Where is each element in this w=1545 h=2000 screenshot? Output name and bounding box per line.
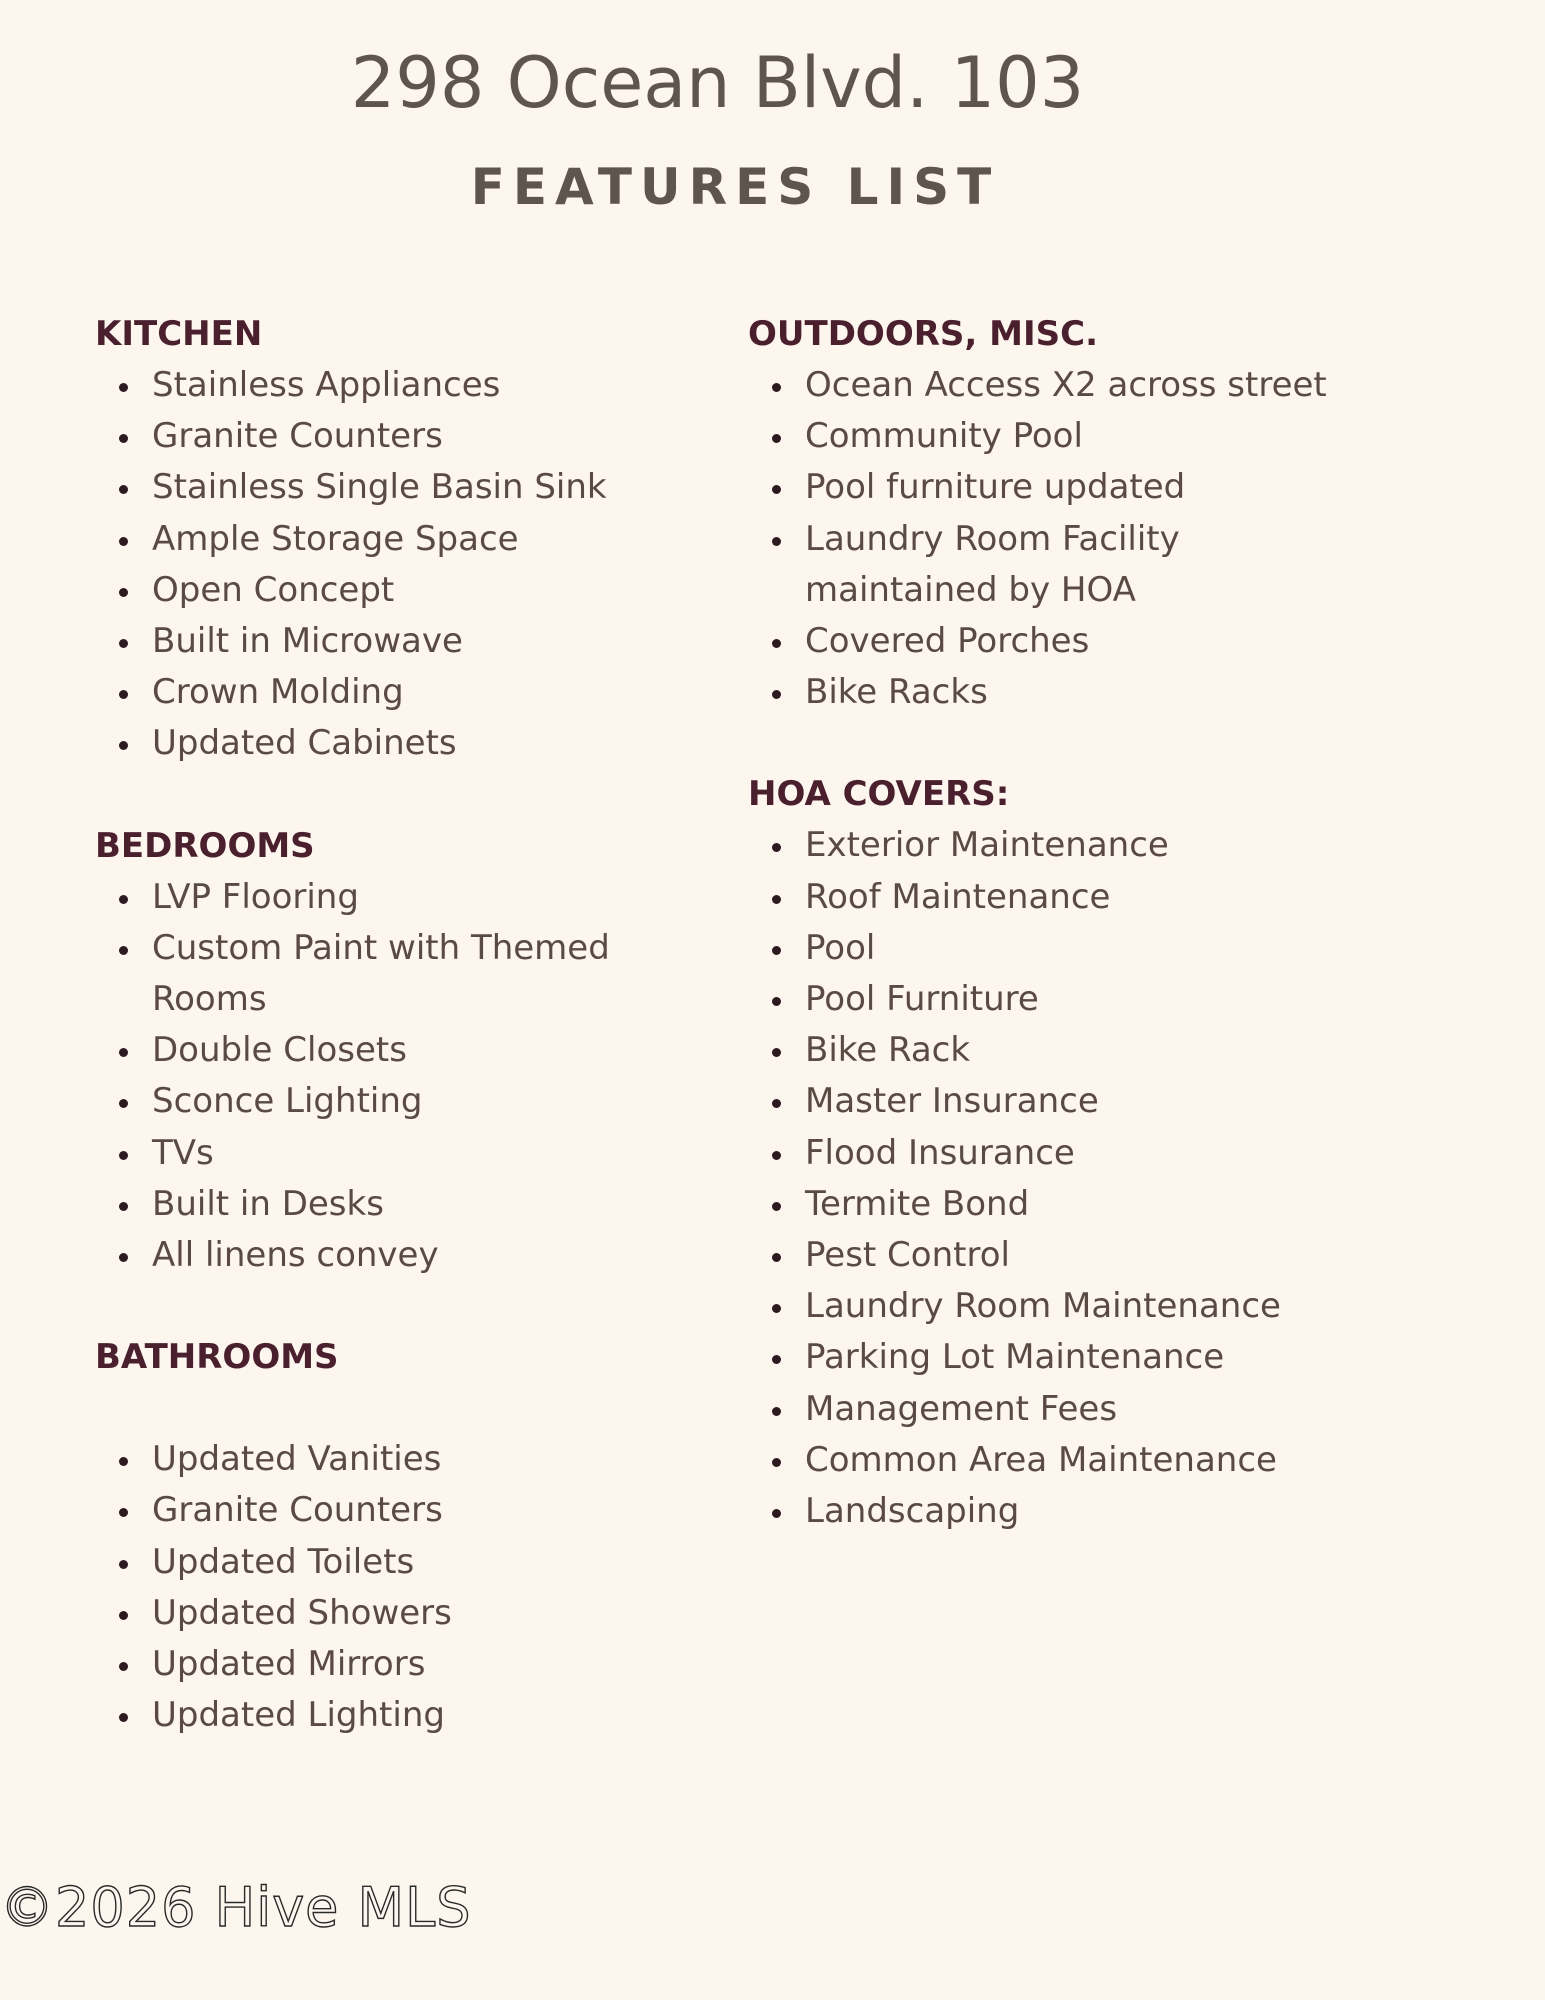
bullet-icon xyxy=(119,690,128,699)
list-item xyxy=(95,667,712,718)
list-item-text: Updated Vanities xyxy=(152,1439,442,1480)
list-item xyxy=(95,1179,712,1230)
list-item-text: Ocean Access X2 across street xyxy=(805,365,1327,405)
bedrooms-section xyxy=(95,821,735,1282)
list-item-text: Management Fees xyxy=(805,1388,1118,1429)
list-item-text: Custom Paint with Themed Rooms xyxy=(152,927,610,1020)
list-item xyxy=(748,1281,1365,1332)
bullet-icon xyxy=(772,1048,781,1057)
bullet-icon xyxy=(772,1099,781,1108)
list-item-text: Landscaping xyxy=(805,1491,1020,1532)
list-item xyxy=(748,462,1365,513)
section-heading-outdoors: OUTDOORS, MISC. xyxy=(748,314,1098,354)
bullet-icon xyxy=(119,1560,128,1569)
bullet-icon xyxy=(772,383,781,392)
kitchen-section xyxy=(95,309,735,770)
bullet-icon xyxy=(119,434,128,443)
list-item xyxy=(95,360,712,411)
list-item-text: Exterior Maintenance xyxy=(805,825,1169,866)
feature-list-bedrooms xyxy=(95,872,735,1282)
bullet-icon xyxy=(119,639,128,648)
bullet-icon xyxy=(772,946,781,955)
bullet-icon xyxy=(119,1611,128,1620)
list-item xyxy=(95,1537,712,1588)
list-item xyxy=(95,462,712,513)
list-item xyxy=(95,718,712,769)
list-item-text: Updated Showers xyxy=(152,1592,452,1633)
list-item xyxy=(95,1690,712,1741)
list-item xyxy=(748,1025,1365,1076)
bullet-icon xyxy=(772,1151,781,1160)
list-item-text: Master Insurance xyxy=(805,1081,1099,1122)
list-item-text: Laundry Room Facility maintained by HOA xyxy=(805,518,1180,610)
bullet-icon xyxy=(772,1304,781,1313)
bullet-icon xyxy=(119,1713,128,1722)
bullet-icon xyxy=(119,1662,128,1671)
bullet-icon xyxy=(119,1202,128,1211)
list-item-text: Pool Furniture xyxy=(805,979,1039,1020)
list-item xyxy=(95,1588,712,1639)
list-item-text: All linens convey xyxy=(152,1235,439,1276)
bullet-icon xyxy=(119,946,128,955)
bathrooms-section xyxy=(95,1332,735,1741)
feature-list-hoa xyxy=(748,820,1388,1537)
list-item-text: Termite Bond xyxy=(805,1183,1030,1224)
list-item-text: Built in Desks xyxy=(152,1183,384,1224)
list-item-text: Open Concept xyxy=(152,569,395,610)
list-item xyxy=(748,1076,1365,1127)
bullet-icon xyxy=(772,843,781,852)
bullet-icon xyxy=(772,537,781,546)
bullet-icon xyxy=(772,1253,781,1262)
bullet-icon xyxy=(772,895,781,904)
list-item-text: Double Closets xyxy=(152,1030,407,1071)
list-item xyxy=(95,565,712,616)
bullet-icon xyxy=(772,1458,781,1467)
list-item-text: Pool xyxy=(805,927,876,968)
bullet-icon xyxy=(772,1509,781,1518)
list-item-text: Sconce Lighting xyxy=(152,1081,423,1122)
list-item-text: Stainless Single Basin Sink xyxy=(152,467,607,508)
bullet-icon xyxy=(119,1508,128,1517)
list-item xyxy=(748,360,1388,411)
bullet-icon xyxy=(119,741,128,750)
list-item xyxy=(95,514,712,565)
list-item xyxy=(748,411,1365,462)
page-subtitle: FEATURES LIST xyxy=(470,158,1000,216)
list-item xyxy=(95,1076,712,1127)
list-item-text: Granite Counters xyxy=(152,416,443,457)
list-item-text: Community Pool xyxy=(805,416,1083,457)
list-item-text: Crown Molding xyxy=(152,672,404,713)
bullet-icon xyxy=(772,997,781,1006)
list-item xyxy=(748,1179,1365,1230)
section-spacer xyxy=(95,1383,735,1434)
section-spacer xyxy=(748,718,1388,769)
list-item-text: Updated Toilets xyxy=(152,1541,415,1582)
list-item-text: Laundry Room Maintenance xyxy=(805,1286,1281,1327)
list-item xyxy=(748,1435,1365,1486)
feature-list-outdoors xyxy=(748,360,1388,718)
copyright-watermark: ©2026 Hive MLS xyxy=(0,1876,472,1939)
hoa-section xyxy=(748,769,1388,1537)
list-item xyxy=(95,923,672,1025)
section-heading-hoa: HOA COVERS: xyxy=(748,774,1010,815)
list-item-text: Covered Porches xyxy=(805,621,1090,662)
bullet-icon xyxy=(772,434,781,443)
list-item-text: Roof Maintenance xyxy=(805,876,1111,917)
bullet-icon xyxy=(119,383,128,392)
list-item xyxy=(748,616,1365,667)
bullet-icon xyxy=(772,639,781,648)
bullet-icon xyxy=(119,1048,128,1057)
bullet-icon xyxy=(772,1202,781,1211)
bullet-icon xyxy=(119,537,128,546)
list-item xyxy=(95,872,712,923)
list-item xyxy=(748,1128,1365,1179)
bullet-icon xyxy=(772,1407,781,1416)
list-item-text: Granite Counters xyxy=(152,1490,443,1531)
list-item-text: Updated Lighting xyxy=(152,1695,445,1736)
list-item-text: Pest Control xyxy=(805,1235,1010,1276)
section-spacer xyxy=(95,1281,735,1332)
list-item xyxy=(748,514,1365,616)
list-item-text: Bike Rack xyxy=(805,1030,971,1071)
bullet-icon xyxy=(119,1253,128,1262)
section-heading-kitchen: KITCHEN xyxy=(95,314,263,354)
section-spacer xyxy=(95,770,735,821)
list-item-text: Updated Mirrors xyxy=(152,1644,426,1685)
section-heading-bathrooms: BATHROOMS xyxy=(95,1337,339,1378)
bullet-icon xyxy=(119,1099,128,1108)
list-item-text: Bike Racks xyxy=(805,672,988,713)
bullet-icon xyxy=(772,485,781,494)
list-item-text: Ample Storage Space xyxy=(152,518,519,559)
list-item xyxy=(748,1230,1365,1281)
bullet-icon xyxy=(119,895,128,904)
list-item-text: Common Area Maintenance xyxy=(805,1439,1277,1480)
bullet-icon xyxy=(119,1151,128,1160)
bullet-icon xyxy=(119,485,128,494)
list-item xyxy=(748,667,1365,718)
list-item xyxy=(748,1486,1365,1537)
list-item-text: Parking Lot Maintenance xyxy=(805,1337,1225,1378)
bullet-icon xyxy=(119,588,128,597)
feature-list-bathrooms xyxy=(95,1434,735,1741)
list-item xyxy=(748,1332,1365,1383)
list-item xyxy=(95,411,712,462)
list-item xyxy=(95,616,712,667)
list-item-text: Flood Insurance xyxy=(805,1132,1075,1173)
outdoors-section xyxy=(748,309,1388,718)
feature-list-kitchen xyxy=(95,360,735,770)
list-item-text: TVs xyxy=(152,1132,214,1173)
right-column xyxy=(748,309,1388,1537)
list-item xyxy=(95,1639,712,1690)
list-item-text: Built in Microwave xyxy=(152,621,463,662)
bullet-icon xyxy=(772,1355,781,1364)
list-item xyxy=(748,1384,1365,1435)
list-item xyxy=(95,1485,712,1536)
list-item xyxy=(95,1128,712,1179)
list-item xyxy=(748,872,1365,923)
bullet-icon xyxy=(119,1457,128,1466)
page-title: 298 Ocean Blvd. 103 xyxy=(350,42,1085,124)
list-item xyxy=(748,923,1365,974)
list-item-text: LVP Flooring xyxy=(152,876,359,917)
list-item xyxy=(95,1230,712,1281)
list-item xyxy=(748,974,1365,1025)
list-item-text: Updated Cabinets xyxy=(152,723,457,764)
list-item-text: Stainless Appliances xyxy=(152,365,501,405)
list-item xyxy=(748,820,1365,871)
left-column xyxy=(95,309,735,1741)
bullet-icon xyxy=(772,690,781,699)
section-heading-bedrooms: BEDROOMS xyxy=(95,825,315,866)
list-item xyxy=(95,1434,712,1485)
list-item xyxy=(95,1025,712,1076)
list-item-text: Pool furniture updated xyxy=(805,467,1186,508)
